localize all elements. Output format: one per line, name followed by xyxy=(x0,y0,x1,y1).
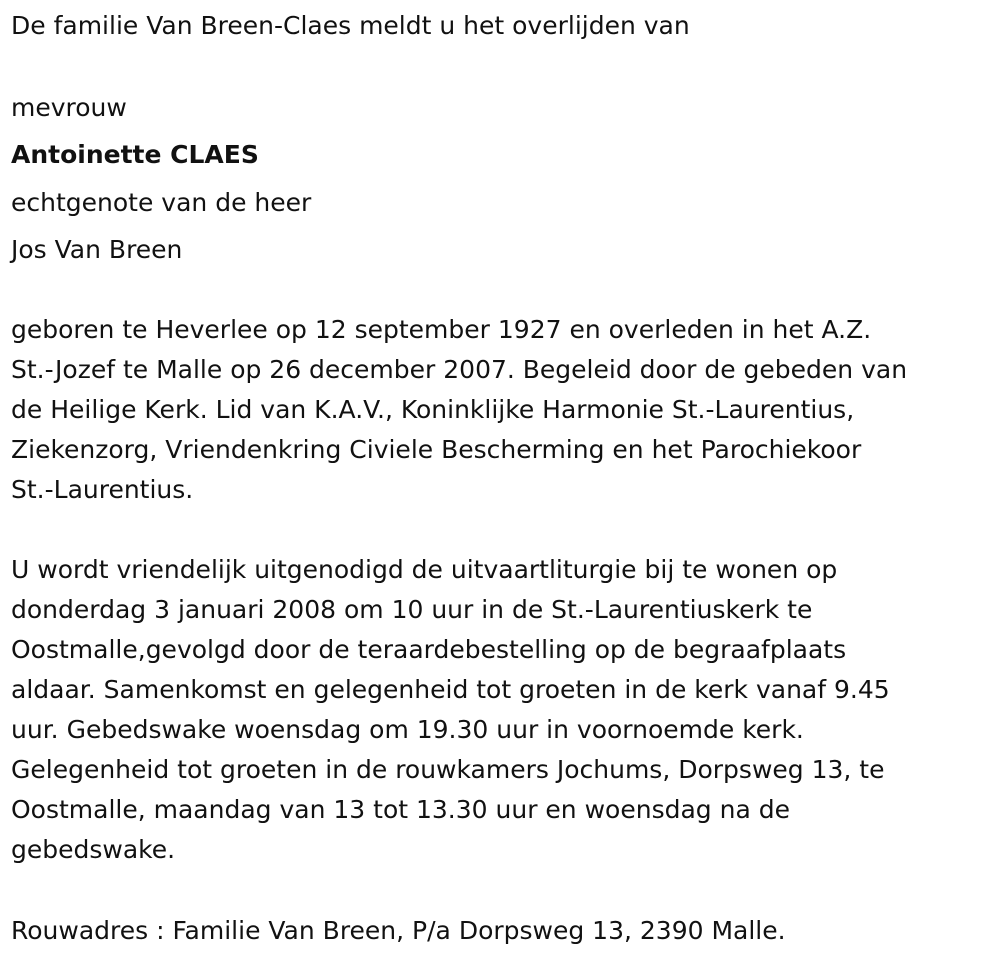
biography-paragraph xyxy=(11,310,971,510)
relation-text: echtgenote van de heer xyxy=(11,188,312,217)
funeral-line: Oostmalle, maandag van 13 tot 13.30 uur en woensdag na de xyxy=(11,795,790,824)
funeral-line: aldaar. Samenkomst en gelegenheid tot groeten in de kerk vanaf 9.45 xyxy=(11,675,890,704)
bio-line: St.-Laurentius. xyxy=(11,475,194,504)
funeral-line: U wordt vriendelijk uitgenodigd de uitvaartliturgie bij te wonen op xyxy=(11,555,838,584)
funeral-line: Gelegenheid tot groeten in de rouwkamers Jochums, Dorpsweg 13, te xyxy=(11,755,885,784)
spouse-name: Jos Van Breen xyxy=(11,235,183,264)
bio-line: Ziekenzorg, Vriendenkring Civiele Bescherming en het Parochiekoor xyxy=(11,435,862,464)
salutation: mevrouw xyxy=(11,93,127,122)
funeral-line: gebedswake. xyxy=(11,835,176,864)
mourning-address: Rouwadres : Familie Van Breen, P/a Dorpsweg 13, 2390 Malle. xyxy=(11,916,786,945)
bio-line: de Heilige Kerk. Lid van K.A.V., Koninklijke Harmonie St.-Laurentius, xyxy=(11,395,855,424)
funeral-line: donderdag 3 januari 2008 om 10 uur in de St.-Laurentiuskerk te xyxy=(11,595,813,624)
funeral-paragraph xyxy=(11,550,971,870)
deceased-name: Antoinette CLAES xyxy=(11,140,259,169)
funeral-line: Oostmalle,gevolgd door de teraardebestelling op de begraafplaats xyxy=(11,635,847,664)
funeral-line: uur. Gebedswake woensdag om 19.30 uur in voornoemde kerk. xyxy=(11,715,804,744)
bio-line: St.-Jozef te Malle op 26 december 2007. Begeleid door de gebeden van xyxy=(11,355,908,384)
intro-text: De familie Van Breen-Claes meldt u het overlijden van xyxy=(11,11,690,40)
bio-line: geboren te Heverlee op 12 september 1927 en overleden in het A.Z. xyxy=(11,315,872,344)
